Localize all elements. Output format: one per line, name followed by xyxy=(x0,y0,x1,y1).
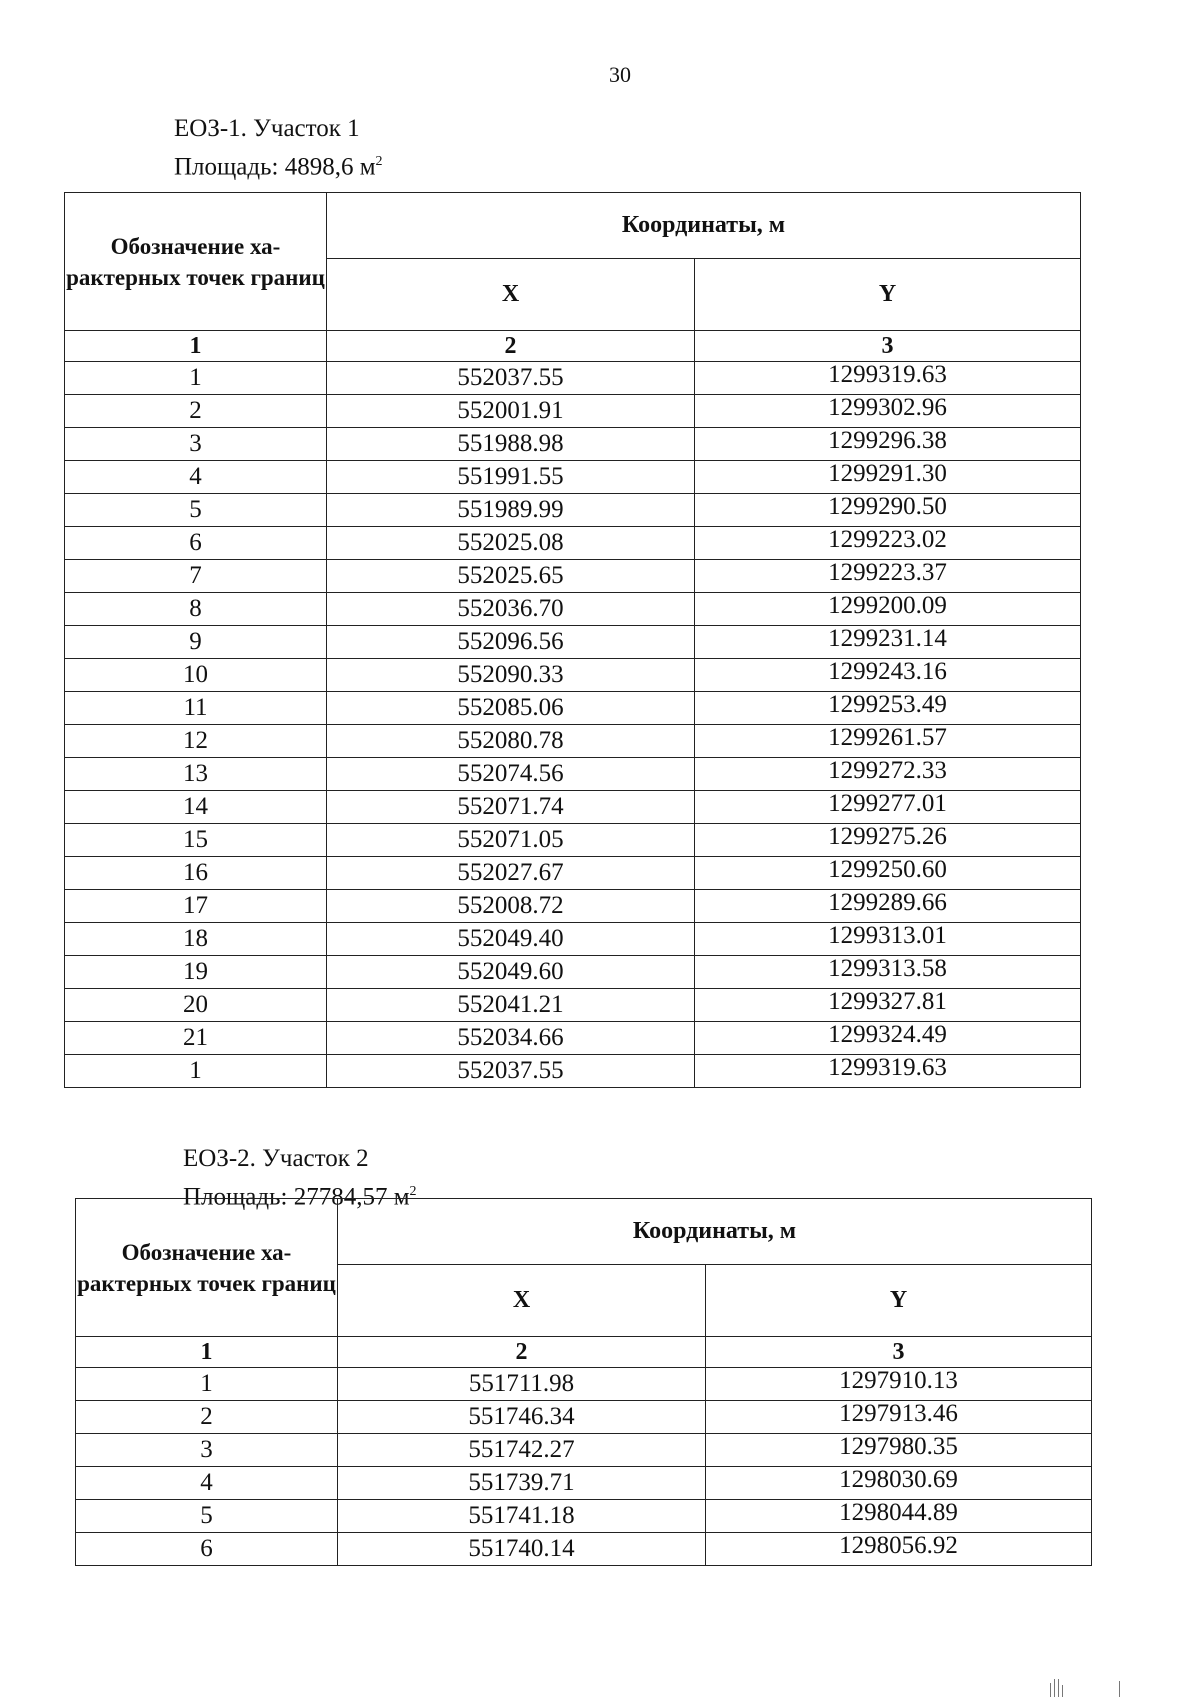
section-1-area: Площадь: 4898,6 $м^2$ xyxy=(174,153,383,181)
table-row xyxy=(65,989,1081,1022)
x-coordinate: 552036.70 xyxy=(327,593,695,626)
point-number: 19 xyxy=(65,956,327,989)
table-row xyxy=(65,890,1081,923)
table-row xyxy=(65,428,1081,461)
table-row xyxy=(76,1467,1092,1500)
point-number: 4 xyxy=(76,1467,338,1500)
y-coordinate: 1299243.16 xyxy=(695,659,1081,692)
table-row xyxy=(65,527,1081,560)
table-row xyxy=(65,725,1081,758)
y-coordinate: 1299250.60 xyxy=(695,857,1081,890)
scan-marks xyxy=(980,1673,1120,1697)
y-header: Y xyxy=(706,1265,1092,1337)
table-row xyxy=(65,494,1081,527)
y-coordinate: 1299291.30 xyxy=(695,461,1081,494)
column-number-2: 2 xyxy=(338,1337,706,1368)
table-row xyxy=(65,791,1081,824)
point-number: 20 xyxy=(65,989,327,1022)
y-coordinate: 1299231.14 xyxy=(695,626,1081,659)
point-number: 13 xyxy=(65,758,327,791)
table-row xyxy=(65,857,1081,890)
section-1-title: ЕОЗ-1. Участок 1 xyxy=(174,115,360,142)
point-number: 2 xyxy=(76,1401,338,1434)
table-row xyxy=(65,626,1081,659)
y-coordinate: 1299319.63 xyxy=(695,1055,1081,1088)
x-coordinate: 551989.99 xyxy=(327,494,695,527)
table-row xyxy=(65,593,1081,626)
x-coordinate: 552074.56 xyxy=(327,758,695,791)
table-row xyxy=(65,923,1081,956)
column-number-1: 1 xyxy=(76,1337,338,1368)
coordinates-table-2 xyxy=(75,1198,1092,1566)
table-row xyxy=(76,1368,1092,1401)
table-2-body xyxy=(76,1368,1092,1566)
section-2-area: Площадь: 27784,57 $м^2$ xyxy=(183,1183,417,1211)
point-number: 18 xyxy=(65,923,327,956)
point-number: 6 xyxy=(76,1533,338,1566)
x-coordinate: 552071.05 xyxy=(327,824,695,857)
page-number: 30 xyxy=(609,62,631,87)
point-number: 15 xyxy=(65,824,327,857)
point-number: 21 xyxy=(65,1022,327,1055)
y-coordinate: 1297980.35 xyxy=(706,1434,1092,1467)
x-coordinate: 551741.18 xyxy=(338,1500,706,1533)
y-coordinate: 1299275.26 xyxy=(695,824,1081,857)
y-coordinate: 1299290.50 xyxy=(695,494,1081,527)
table-row xyxy=(65,1022,1081,1055)
x-coordinate: 552025.65 xyxy=(327,560,695,593)
x-coordinate: 552037.55 xyxy=(327,362,695,395)
y-coordinate: 1298056.92 xyxy=(706,1533,1092,1566)
table-1-body xyxy=(65,362,1081,1088)
x-coordinate: 551991.55 xyxy=(327,461,695,494)
point-number: 12 xyxy=(65,725,327,758)
point-number: 7 xyxy=(65,560,327,593)
table-row xyxy=(76,1401,1092,1434)
y-coordinate: 1297910.13 xyxy=(706,1368,1092,1401)
x-coordinate: 552041.21 xyxy=(327,989,695,1022)
table-row xyxy=(65,395,1081,428)
x-coordinate: 552049.40 xyxy=(327,923,695,956)
x-coordinate: 552049.60 xyxy=(327,956,695,989)
y-coordinate: 1299302.96 xyxy=(695,395,1081,428)
x-coordinate: 552008.72 xyxy=(327,890,695,923)
x-coordinate: 551740.14 xyxy=(338,1533,706,1566)
y-coordinate: 1299296.38 xyxy=(695,428,1081,461)
point-number: 10 xyxy=(65,659,327,692)
point-designation-header: Обозначение ха-рактерных точек границ xyxy=(76,1199,338,1337)
table-row xyxy=(76,1533,1092,1566)
point-number: 6 xyxy=(65,527,327,560)
y-coordinate: 1299223.02 xyxy=(695,527,1081,560)
x-coordinate: 552001.91 xyxy=(327,395,695,428)
x-coordinate: 551746.34 xyxy=(338,1401,706,1434)
section-1-heading xyxy=(174,112,383,183)
y-coordinate: 1299272.33 xyxy=(695,758,1081,791)
y-coordinate: 1298030.69 xyxy=(706,1467,1092,1500)
y-coordinate: 1299277.01 xyxy=(695,791,1081,824)
x-coordinate: 552085.06 xyxy=(327,692,695,725)
point-number: 5 xyxy=(76,1500,338,1533)
table-row xyxy=(65,659,1081,692)
x-coordinate: 552025.08 xyxy=(327,527,695,560)
point-number: 4 xyxy=(65,461,327,494)
y-coordinate: 1299319.63 xyxy=(695,362,1081,395)
x-header: X xyxy=(338,1265,706,1337)
x-coordinate: 552090.33 xyxy=(327,659,695,692)
point-number: 1 xyxy=(76,1368,338,1401)
section-2-title: ЕОЗ-2. Участок 2 xyxy=(183,1145,369,1172)
x-header: X xyxy=(327,259,695,331)
y-coordinate: 1298044.89 xyxy=(706,1500,1092,1533)
area-superscript: 2 xyxy=(375,154,383,169)
x-coordinate: 551711.98 xyxy=(338,1368,706,1401)
table-row xyxy=(76,1434,1092,1467)
column-number-2: 2 xyxy=(327,331,695,362)
y-coordinate: 1297913.46 xyxy=(706,1401,1092,1434)
y-coordinate: 1299324.49 xyxy=(695,1022,1081,1055)
x-coordinate: 552034.66 xyxy=(327,1022,695,1055)
point-number: 3 xyxy=(76,1434,338,1467)
point-number: 1 xyxy=(65,362,327,395)
x-coordinate: 551988.98 xyxy=(327,428,695,461)
table-row xyxy=(65,692,1081,725)
x-coordinate: 552071.74 xyxy=(327,791,695,824)
point-number: 1 xyxy=(65,1055,327,1088)
table-row xyxy=(65,824,1081,857)
column-number-1: 1 xyxy=(65,331,327,362)
column-number-3: 3 xyxy=(695,331,1081,362)
y-coordinate: 1299289.66 xyxy=(695,890,1081,923)
table-row xyxy=(76,1500,1092,1533)
y-coordinate: 1299327.81 xyxy=(695,989,1081,1022)
point-number: 17 xyxy=(65,890,327,923)
point-number: 14 xyxy=(65,791,327,824)
x-coordinate: 552080.78 xyxy=(327,725,695,758)
x-coordinate: 552096.56 xyxy=(327,626,695,659)
table-row xyxy=(65,1055,1081,1088)
point-number: 9 xyxy=(65,626,327,659)
coordinates-table-1 xyxy=(64,192,1081,1088)
point-number: 11 xyxy=(65,692,327,725)
x-coordinate: 551742.27 xyxy=(338,1434,706,1467)
y-coordinate: 1299223.37 xyxy=(695,560,1081,593)
x-coordinate: 552037.55 xyxy=(327,1055,695,1088)
point-designation-header: Обозначение ха-рактерных точек границ xyxy=(65,193,327,331)
column-number-3: 3 xyxy=(706,1337,1092,1368)
y-coordinate: 1299313.01 xyxy=(695,923,1081,956)
x-coordinate: 552027.67 xyxy=(327,857,695,890)
table-row xyxy=(65,758,1081,791)
y-coordinate: 1299253.49 xyxy=(695,692,1081,725)
point-number: 16 xyxy=(65,857,327,890)
y-header: Y xyxy=(695,259,1081,331)
table-row xyxy=(65,461,1081,494)
y-coordinate: 1299313.58 xyxy=(695,956,1081,989)
table-row xyxy=(65,560,1081,593)
y-coordinate: 1299261.57 xyxy=(695,725,1081,758)
point-number: 3 xyxy=(65,428,327,461)
area-superscript: 2 xyxy=(409,1184,417,1199)
coordinates-header: Координаты, м xyxy=(327,193,1081,259)
coordinates-header: Координаты, м xyxy=(338,1199,1092,1265)
y-coordinate: 1299200.09 xyxy=(695,593,1081,626)
point-number: 5 xyxy=(65,494,327,527)
x-coordinate: 551739.71 xyxy=(338,1467,706,1500)
point-number: 8 xyxy=(65,593,327,626)
table-row xyxy=(65,362,1081,395)
table-row xyxy=(65,956,1081,989)
point-number: 2 xyxy=(65,395,327,428)
